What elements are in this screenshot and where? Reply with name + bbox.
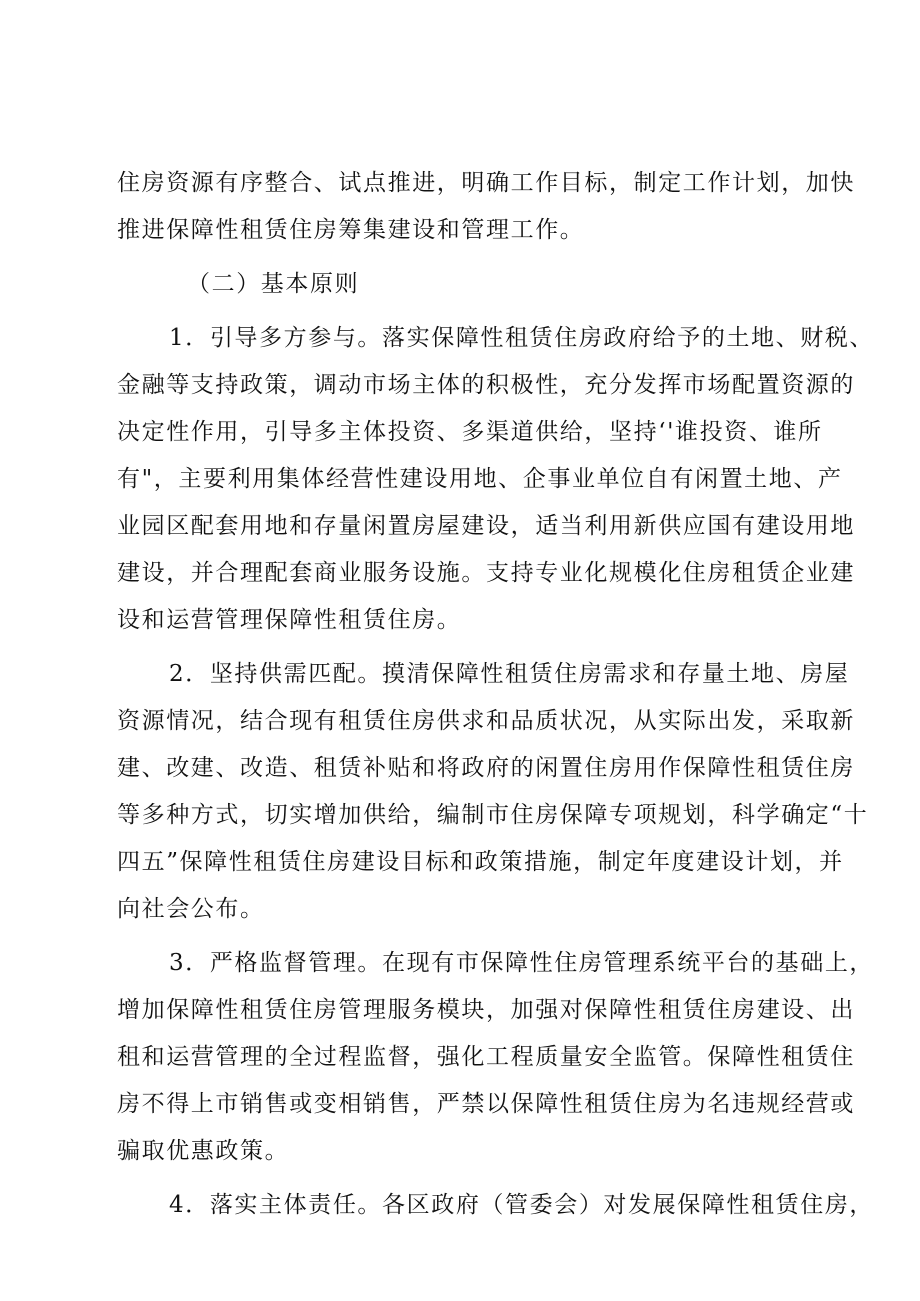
paragraph-line: 金融等支持政策，调动市场主体的积极性，充分发挥市场配置资源的: [117, 372, 855, 398]
document-body: [117, 160, 875, 1229]
paragraph-line: 4．落实主体责任。各区政府（管委会）对发展保障性租赁住房，: [169, 1192, 875, 1218]
paragraph-line: 1．引导多方参与。落实保障性租赁住房政府给予的土地、财税、: [169, 325, 875, 351]
paragraph-line: 骗取优惠政策。: [117, 1138, 290, 1164]
paragraph-line: 2．坚持供需匹配。摸清保障性租赁住房需求和存量土地、房屋: [169, 661, 850, 687]
paragraph-line: 建、改建、改造、租赁补贴和将政府的闲置住房用作保障性租赁住房: [117, 755, 855, 781]
paragraph-line: 增加保障性租赁住房管理服务模块，加强对保障性租赁住房建设、出: [117, 997, 855, 1023]
paragraph-line: 有"，主要利用集体经营性建设用地、企事业单位自有闲置土地、产: [117, 466, 843, 492]
section-heading: （二）基本原则: [187, 271, 360, 297]
paragraph-line: 决定性作用，引导多主体投资、多渠道供给，坚持‘'谁投资、谁所: [117, 419, 823, 445]
paragraph-line: 向社会公布。: [117, 896, 265, 922]
paragraph-line: 推进保障性租赁住房筹集建设和管理工作。: [117, 217, 585, 243]
principle-paragraph-1: [117, 315, 875, 644]
principle-paragraph-2: [117, 651, 869, 933]
principle-paragraph-4: [117, 1182, 875, 1229]
paragraph-line: 3．严格监督管理。在现有市保障性住房管理系统平台的基础上，: [169, 950, 875, 976]
paragraph-line: 等多种方式，切实增加供给，编制市住房保障专项规划，科学确定“十: [117, 802, 869, 828]
paragraph-line: 资源情况，结合现有租赁住房供求和品质状况，从实际出发，采取新: [117, 708, 855, 734]
paragraph-line: 租和运营管理的全过程监督，强化工程质量安全监管。保障性租赁住: [117, 1044, 855, 1070]
paragraph-line: 四五”保障性租赁住房建设目标和政策措施，制定年度建设计划，并: [117, 849, 844, 875]
paragraph-line: 建设，并合理配套商业服务设施。支持专业化规模化住房租赁企业建: [117, 560, 855, 586]
intro-paragraph: [117, 160, 855, 254]
paragraph-line: 住房资源有序整合、试点推进，明确工作目标，制定工作计划，加快: [117, 170, 855, 196]
paragraph-line: 设和运营管理保障性租赁住房。: [117, 607, 462, 633]
principle-paragraph-3: [117, 940, 875, 1175]
paragraph-line: 房不得上市销售或变相销售，严禁以保障性租赁住房为名违规经营或: [117, 1091, 855, 1117]
paragraph-line: 业园区配套用地和存量闲置房屋建设，适当利用新供应国有建设用地: [117, 513, 855, 539]
